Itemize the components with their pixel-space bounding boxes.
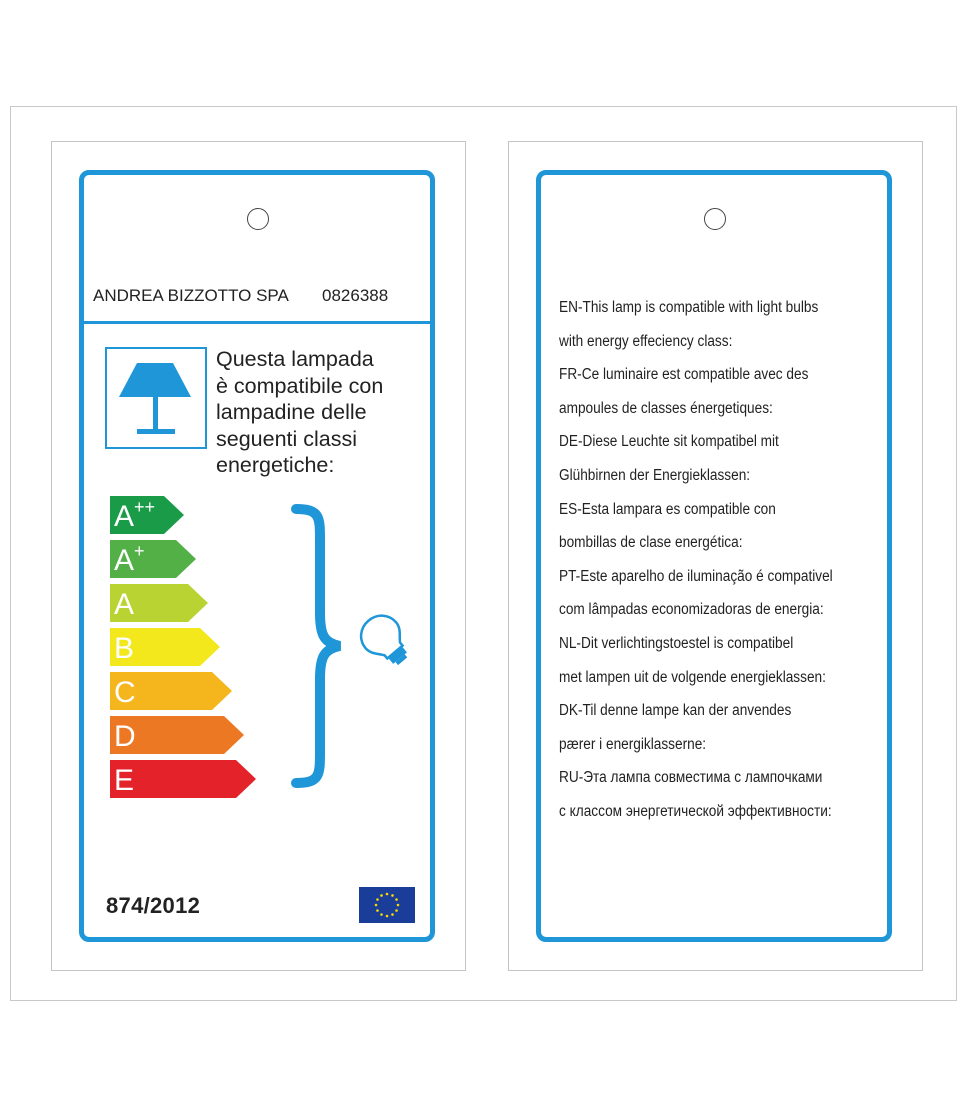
- energy-class-label: B: [114, 632, 135, 665]
- eu-star-icon: [386, 915, 389, 918]
- manufacturer-name: ANDREA BIZZOTTO SPA: [93, 286, 289, 305]
- statement-line: com lâmpadas economizadoras de energia:: [559, 601, 824, 619]
- statement-line: EN-This lamp is compatible with light bulbs: [559, 299, 819, 316]
- statement-line: с классом энергетической эффективности:: [559, 802, 832, 820]
- energy-class-arrow: [110, 628, 220, 666]
- eu-star-icon: [376, 909, 379, 912]
- header-divider: [84, 321, 430, 324]
- statement-line: Glühbirnen der Energieklassen:: [559, 466, 751, 484]
- statement-line: pærer i energiklasserne:: [559, 735, 707, 753]
- energy-class-label: E: [114, 764, 135, 797]
- statement-line: met lampen uit de volgende energieklassen:: [559, 668, 826, 686]
- statement-line: ampoules de classes énergetiques:: [559, 399, 773, 417]
- energy-class-label: A++: [114, 497, 156, 533]
- eu-star-icon: [395, 909, 398, 912]
- eu-star-icon: [397, 904, 400, 907]
- statement-line: DK-Til denne lampe kan der anvendes: [559, 702, 792, 720]
- energy-class-arrow: [110, 672, 232, 710]
- energy-class-label: C: [114, 676, 136, 709]
- energy-class-label: D: [114, 720, 136, 753]
- hang-hole-icon: [704, 208, 726, 230]
- statement-line: ES-Esta lampara es compatible con: [559, 500, 776, 518]
- energy-class-label: A+: [114, 541, 145, 577]
- eu-star-icon: [395, 898, 398, 901]
- statement-line: DE-Diese Leuchte sit kompatibel mit: [559, 433, 779, 451]
- eu-star-icon: [391, 913, 394, 916]
- table-lamp-icon: [105, 347, 207, 449]
- statement-line: NL-Dit verlichtingstoestel is compatibel: [559, 634, 794, 652]
- energy-class-arrow: [110, 716, 244, 754]
- eu-star-icon: [380, 894, 383, 897]
- eu-flag-icon: [359, 887, 415, 923]
- product-code: 0826388: [322, 286, 389, 305]
- energy-class-label: A: [114, 588, 135, 621]
- eu-star-icon: [391, 894, 394, 897]
- eu-star-icon: [386, 893, 389, 896]
- regulation-number: 874/2012: [106, 893, 201, 918]
- energy-class-arrow: [110, 584, 208, 622]
- statement-line: bombillas de clase energética:: [559, 534, 743, 552]
- eu-star-icon: [380, 913, 383, 916]
- light-bulb-icon: [354, 609, 416, 671]
- statement-line: PT-Este aparelho de iluminação é compativel: [559, 567, 833, 585]
- energy-class-arrow: [110, 760, 256, 798]
- eu-star-icon: [375, 904, 378, 907]
- energy-class-arrow: [110, 496, 184, 534]
- statement-line: with energy effeciency class:: [559, 332, 733, 350]
- bracket-icon: [290, 501, 346, 791]
- multilingual-statement: [559, 291, 889, 829]
- energy-class-scale: [110, 493, 270, 803]
- hang-hole-icon: [247, 208, 269, 230]
- statement-line: RU-Эта лампа совместима с лампочками: [559, 769, 823, 787]
- eu-star-icon: [376, 898, 379, 901]
- statement-line: FR-Ce luminaire est compatible avec des: [559, 366, 809, 384]
- compatibility-statement: Questa lampada è compatibile con lampadine delle seguenti classi energetiche:: [216, 347, 384, 477]
- energy-class-arrow: [110, 540, 196, 578]
